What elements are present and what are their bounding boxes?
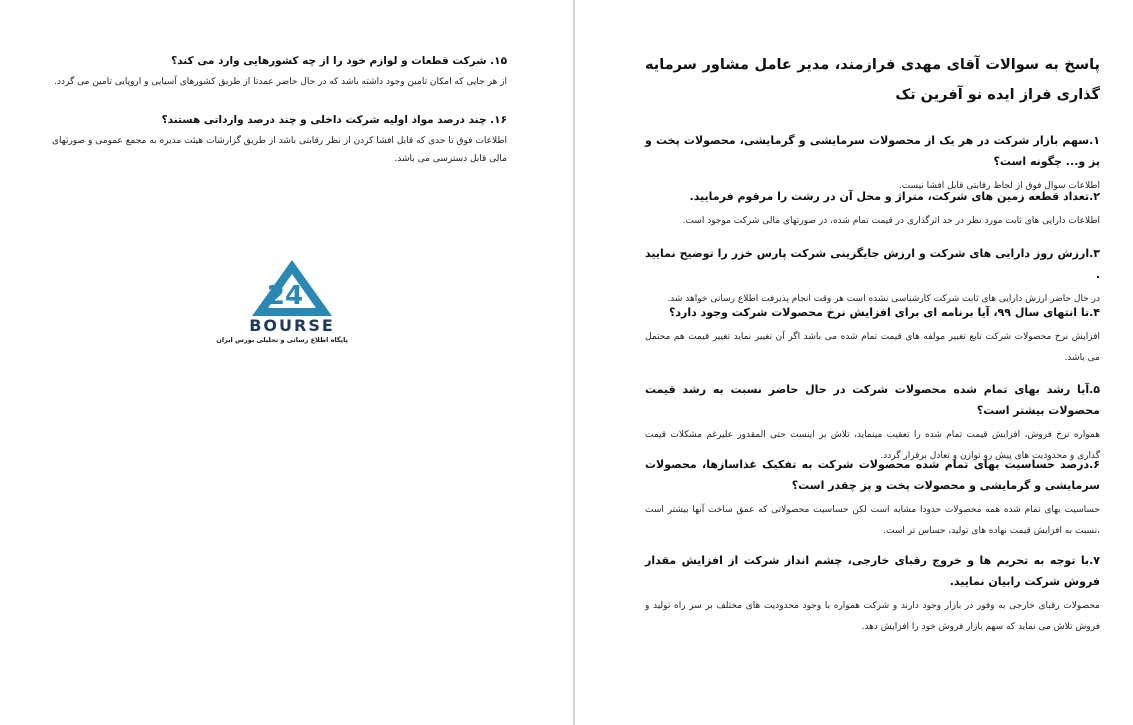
qa-item-6	[645, 454, 1100, 542]
logo-mark-text: 24	[266, 281, 304, 311]
answer-5: همواره نرخ فروش، افزایش قیمت تمام شده را تعقیب مینماید، تلاش بر اینست حتی المقدور علیرغم مشکلات قیمت گذاری و محدودیت های پیش رو توازن و تعادل برقرار گردد.	[645, 430, 1100, 461]
question-6: ۶.درصد حساسیت بهای تمام شده محصولات شرکت به تفکیک غذاسازها، محصولات سرمایشی و گرمایشی و محصولات پخت و پز چقدر است؟	[645, 458, 1100, 492]
answer-7: محصولات رقبای خارجی به وفور در بازار وجود دارند و شرکت همواره با وجود محدودیت های مختلف بر سر راه تولید و فروش تلاش می نماید که سهم بازار فروش خود را افزایش دهد.	[645, 601, 1100, 632]
qa-item-4	[645, 302, 1100, 369]
answer-2: اطلاعات دارایی های ثابت مورد نظر در حد اثرگذاری در قیمت تمام شده، در صورتهای مالی شرکت موجود است.	[682, 216, 1100, 226]
qa-item-16	[52, 111, 507, 168]
logo-word: BOURSE	[249, 316, 335, 335]
logo-tagline: پایگاه اطلاع رسانی و تحلیلی بورس ایران	[216, 336, 348, 344]
qa-item-3	[645, 243, 1100, 310]
answer-16: اطلاعات فوق تا حدی که قابل افشا کردن از نظر رقابتی باشد از طریق گزارشات هیئت مدیره به مجمع عمومی و صورتهای مالی قابل دسترسی می باشد.	[52, 136, 507, 164]
bourse24-logo	[216, 258, 348, 348]
answer-3: در حال حاضر ارزش دارایی های ثابت شرکت کارشناسی نشده است هر وقت انجام پذیرفت اطلاع رسانی خواهد شد.	[667, 294, 1100, 304]
question-1: ۱.سهم بازار شرکت در هر یک از محصولات سرمایشی و گرمایشی، محصولات پخت و پز و... چگونه است؟	[645, 134, 1100, 168]
bourse24-mark-icon	[236, 258, 348, 318]
question-3: ۳.ارزش روز دارایی های شرکت و ارزش جایگزینی شرکت پارس خزر را توضیح نمایید .	[645, 247, 1100, 281]
answer-6: حساسیت بهای تمام شده همه محصولات حدودا مشابه است لکن حساسیت محصولاتی که عمق ساخت آنها بیشتر است ،نسبت به افزایش قیمت نهاده های تولید، حساس تر است.	[645, 505, 1100, 536]
answer-1: اطلاعات سوال فوق از لحاظ رقابتی قابل افشا نیست.	[898, 181, 1100, 191]
answer-15: از هر جایی که امکان تامین وجود داشته باشد که در حال حاضر عمدتا از طریق کشورهای آسیایی و اروپایی تامین می گردد.	[54, 77, 507, 87]
question-15: ۱۵. شرکت قطعات و لوازم خود را از چه کشورهایی وارد می کند؟	[171, 55, 507, 67]
question-2: ۲.تعداد قطعه زمین های شرکت، متراژ و محل آن در رشت را مرقوم فرمایید.	[689, 190, 1100, 203]
question-7: ۷.با توجه به تحریم ها و خروج رقبای خارجی، چشم انداز شرکت از افزایش مقدار فروش شرکت رابیان نمایید.	[645, 554, 1100, 588]
answer-4: افزایش نرخ محصولات شرکت تابع تغییر مولفه های قیمت تمام شده می باشد اگر آن تغییر نماید تغییر قیمت هم محتمل می باشد.	[645, 332, 1100, 363]
qa-item-2	[645, 186, 1100, 232]
right-page	[575, 0, 1133, 725]
question-4: ۴.تا انتهای سال ۹۹، آیا برنامه ای برای افزایش نرخ محصولات شرکت وجود دارد؟	[668, 306, 1100, 319]
qa-item-15	[52, 52, 507, 91]
document-title: پاسخ به سوالات آقای مهدی فرازمند، مدیر عامل مشاور سرمایه گذاری فراز ایده نو آفرین تک	[645, 57, 1100, 103]
qa-item-7	[645, 550, 1100, 638]
question-16: ۱۶. چند درصد مواد اولیه شرکت داخلی و چند درصد وارداتی هستند؟	[161, 114, 507, 126]
question-5: ۵.آیا رشد بهای تمام شده محصولات شرکت در حال حاضر نسبت به رشد قیمت محصولات بیشتر است؟	[645, 383, 1100, 417]
